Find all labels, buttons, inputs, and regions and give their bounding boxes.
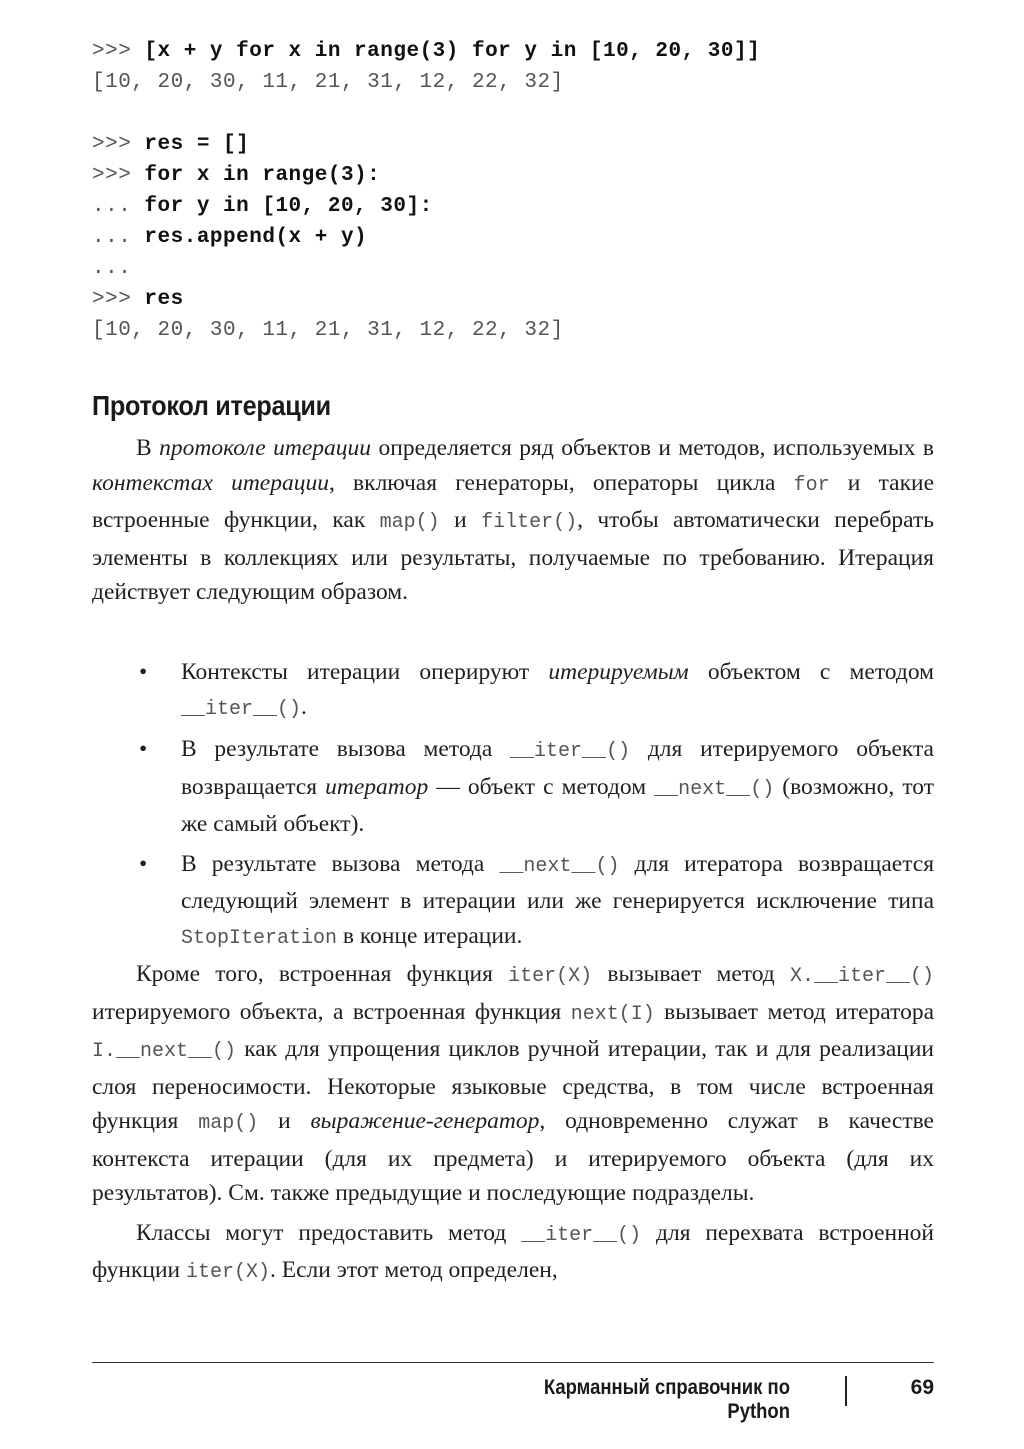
- code-prompt: >>>: [92, 40, 132, 63]
- code-block-loop: [92, 129, 952, 346]
- bullet-symbol: •: [139, 850, 148, 877]
- code-block-list-comprehension: [92, 36, 952, 98]
- text: в конце итерации.: [337, 922, 523, 949]
- inline-code: __next__(): [499, 854, 620, 878]
- inline-code: __iter__(): [521, 1223, 642, 1247]
- inline-code: filter(): [481, 511, 578, 534]
- paragraph: [92, 1216, 934, 1291]
- text: В результате вызова метода: [181, 736, 511, 762]
- text: Классы могут предоставить метод: [136, 1219, 522, 1246]
- inline-code: __iter__(): [510, 740, 631, 763]
- code-line: [92, 284, 952, 315]
- inline-code: map(): [198, 1112, 259, 1135]
- list-item: [92, 732, 934, 842]
- bullet-symbol: •: [139, 736, 148, 762]
- inline-code: for: [793, 473, 830, 497]
- text: (возможно, тот же самый объект).: [181, 773, 934, 837]
- italic-term: итерируемым: [548, 659, 689, 685]
- inline-code: map(): [379, 511, 440, 534]
- inline-code: I.__next__(): [92, 1040, 237, 1063]
- code-command: res = []: [144, 133, 250, 156]
- text: В: [136, 435, 160, 461]
- section-heading: Протокол итерации: [92, 390, 331, 421]
- text: Кроме того, встроенная функция: [136, 961, 509, 987]
- text: и такие встроенные функции, как: [92, 469, 934, 533]
- text: , включая генераторы, операторы цикла: [328, 469, 794, 496]
- text: В результате вызова метода: [181, 850, 500, 877]
- code-output: [10, 20, 30, 11, 21, 31, 12, 22, 32]: [92, 319, 564, 342]
- inline-code: X.__iter__(): [789, 965, 934, 988]
- text: , чтобы автоматически перебрать элементы в коллекциях или результаты, получаемые по требованию. Итерация действует следующим образом.: [92, 507, 934, 605]
- code-prompt: ...: [92, 257, 132, 280]
- inline-code: StopIteration: [181, 926, 338, 950]
- text: Контексты итерации оперируют: [181, 659, 549, 685]
- bullet-symbol: •: [139, 659, 148, 685]
- code-prompt: >>>: [92, 288, 132, 311]
- code-line: [92, 67, 952, 98]
- paragraph-group: [92, 957, 934, 1291]
- text: — объект с методом: [428, 773, 655, 800]
- bullet-list: [92, 655, 934, 961]
- inline-code: next(I): [570, 1002, 655, 1026]
- text: и: [258, 1108, 311, 1134]
- code-command: for x in range(3):: [144, 164, 381, 187]
- text: для перехвата встроенной функции: [92, 1219, 935, 1283]
- paragraph-intro: [92, 431, 934, 610]
- inline-code: iter(X): [186, 1261, 271, 1284]
- inline-code: __iter__(): [181, 697, 302, 721]
- italic-term: протоколе итерации: [159, 435, 372, 461]
- text: .: [301, 693, 307, 720]
- text: объектом с методом: [688, 659, 935, 685]
- code-line: [92, 222, 952, 253]
- paragraph: [92, 957, 934, 1211]
- code-command: res: [144, 288, 184, 311]
- inline-code: iter(X): [508, 965, 593, 988]
- code-prompt: ...: [92, 195, 132, 218]
- italic-term: контекстах итерации: [92, 469, 329, 496]
- code-prompt: >>>: [92, 133, 132, 156]
- text: и: [439, 507, 482, 533]
- code-command: for y in [10, 20, 30]:: [144, 195, 433, 218]
- text: итерируемого объекта, а встроенная функция: [92, 998, 571, 1025]
- code-output: [10, 20, 30, 11, 21, 31, 12, 22, 32]: [92, 71, 564, 94]
- text: как для упрощения циклов ручной итерации, так и для реализации слоя переносимости. Некоторые языковые средства, в том числе встроенная функция: [92, 1036, 934, 1134]
- list-item: [92, 847, 934, 957]
- italic-term: выражение-генератор: [310, 1108, 540, 1134]
- text: вызывает метод: [592, 961, 790, 987]
- footer-divider: [92, 1362, 934, 1363]
- footer-separator: [845, 1376, 847, 1406]
- code-command: res.append(x + y): [144, 226, 368, 249]
- inline-code: __next__(): [654, 777, 775, 801]
- code-line: [92, 191, 952, 222]
- text: определяется ряд объектов и методов, используемых в: [371, 435, 935, 461]
- page-number: 69: [910, 1376, 934, 1399]
- code-line: [92, 315, 952, 346]
- text: вызывает метод итератора: [654, 998, 935, 1025]
- paragraph: [92, 431, 934, 610]
- code-line: [92, 253, 952, 284]
- italic-term: итератор: [325, 773, 429, 800]
- text: . Если этот метод определен,: [270, 1257, 558, 1283]
- code-command: [x + y for x in range(3) for y in [10, 20, 30]]: [144, 40, 761, 63]
- code-prompt: ...: [92, 226, 132, 249]
- code-line: [92, 129, 952, 160]
- text: для итератора возвращается следующий элемент в итерации или же генерируется исключение типа: [181, 850, 934, 914]
- list-item: [92, 655, 934, 727]
- code-line: [92, 36, 952, 67]
- footer-book-title: Карманный справочник по Python: [543, 1376, 790, 1423]
- text: для итерируемого объекта возвращается: [181, 736, 934, 800]
- text: , одновременно служат в качестве контекста итерации (для их предмета) и итерируемого объекта (для их результатов). См. также предыдущие и последующие подразделы.: [92, 1108, 934, 1206]
- code-line: [92, 160, 952, 191]
- code-prompt: >>>: [92, 164, 132, 187]
